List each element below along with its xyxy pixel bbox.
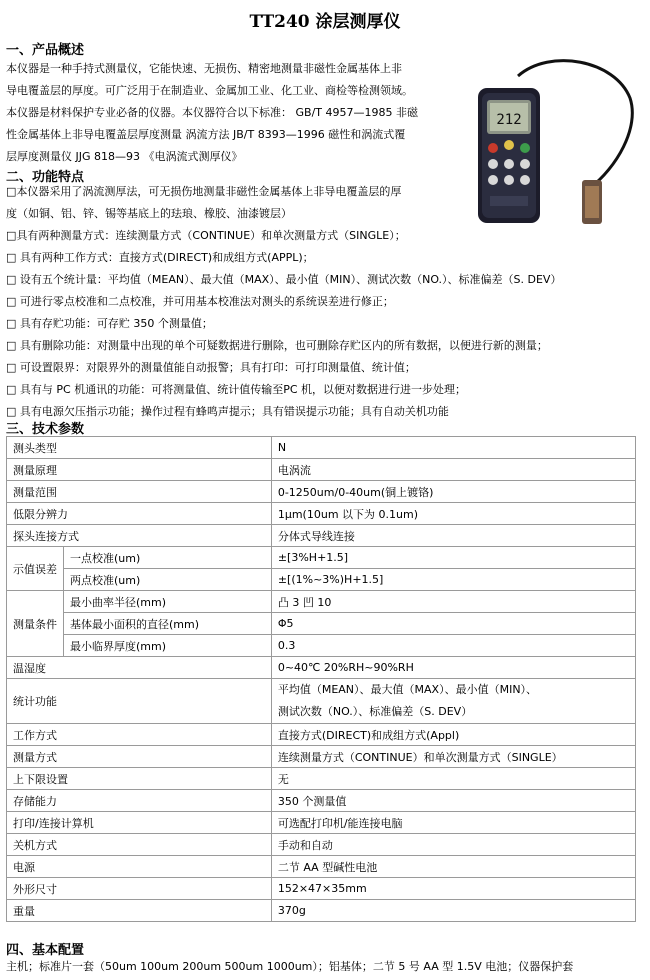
- section-heading-specs: 三、技术参数: [6, 422, 85, 437]
- table-row: [7, 878, 636, 900]
- table-row: [7, 459, 636, 481]
- spec-value: Φ5: [271, 613, 635, 635]
- spec-value: [271, 679, 635, 724]
- spec-value: 350 个测量值: [271, 790, 635, 812]
- spec-label: 打印/连接计算机: [7, 812, 272, 834]
- table-row: [7, 481, 636, 503]
- spec-label: 关机方式: [7, 834, 272, 856]
- spec-value: 370g: [271, 900, 635, 922]
- device-screen-reading: 212: [496, 112, 522, 128]
- spec-value: 152×47×35mm: [271, 878, 635, 900]
- spec-value: 直接方式(DIRECT)和成组方式(Appl): [271, 724, 635, 746]
- config-line: 主机；标准片一套（50um 100um 200um 500um 1000um）；铝基体；二节 5 号 AA 型 1.5V 电池；仪器保护套: [6, 960, 574, 973]
- overview-paragraph: [6, 58, 418, 168]
- spec-sublabel: 一点校准(um): [64, 547, 272, 569]
- table-row: [7, 768, 636, 790]
- table-row: [7, 591, 636, 613]
- feature-line: □ 具有与 PC 机通讯的功能：可将测量值、统计值传输至PC 机，以便对数据进行进一步处理；: [6, 383, 467, 396]
- section-heading-features: 二、功能特点: [6, 170, 85, 185]
- spec-table: [6, 436, 636, 922]
- overview-line: 本仪器是一种手持式测量仪，它能快速、无损伤、精密地测量非磁性金属基体上非: [6, 62, 402, 75]
- feature-line: □ 具有删除功能：对测量中出现的单个可疑数据进行删除，也可删除存贮区内的所有数据，以便进行新的测量；: [6, 339, 548, 352]
- spec-value-line: 平均值（MEAN）、最大值（MAX）、最小值（MIN）、: [277, 683, 538, 696]
- spec-value: 无: [271, 768, 635, 790]
- feature-line: □具有两种测量方式：连续测量方式（CONTINUE）和单次测量方式（SINGLE）；: [6, 229, 406, 242]
- table-row: [7, 900, 636, 922]
- spec-label: 统计功能: [7, 679, 272, 724]
- table-row: [7, 547, 636, 569]
- section-heading-config: 四、基本配置: [6, 943, 85, 958]
- page-title: TT240 涂层测厚仪: [249, 12, 401, 32]
- table-row: [7, 613, 636, 635]
- feature-line: □ 设有五个统计量：平均值（MEAN）、最大值（MAX）、最小值（MIN）、测试次数（NO.）、标准偏差（S. DEV）: [6, 273, 562, 286]
- feature-line: □ 具有电源欠压指示功能；操作过程有蜂鸣声提示；具有错误提示功能；具有自动关机功能: [6, 405, 449, 418]
- spec-value: N: [271, 437, 635, 459]
- overview-line: 性金属基体上非导电覆盖层厚度测量 涡流方法 JB/T 8393—1996 磁性和涡流式覆: [6, 128, 406, 141]
- overview-line: 本仪器是材料保护专业必备的仪器。本仪器符合以下标准： GB/T 4957—1985 非磁: [6, 106, 418, 119]
- spec-label: 外形尺寸: [7, 878, 272, 900]
- overview-line: 导电覆盖层的厚度。可广泛用于在制造业、金属加工业、化工业、商检等检测领域。: [6, 84, 413, 97]
- table-row: [7, 525, 636, 547]
- spec-value: 分体式导线连接: [271, 525, 635, 547]
- spec-value: 二节 AA 型碱性电池: [271, 856, 635, 878]
- spec-value: 1μm(10um 以下为 0.1um): [271, 503, 635, 525]
- spec-value: 0.3: [271, 635, 635, 657]
- spec-label: 测头类型: [7, 437, 272, 459]
- spec-group-label: 示值误差: [7, 547, 64, 591]
- spec-label: 电源: [7, 856, 272, 878]
- feature-line: □ 具有两种工作方式：直接方式(DIRECT)和成组方式(APPL)；: [6, 251, 314, 264]
- table-row: [7, 635, 636, 657]
- table-row: [7, 724, 636, 746]
- spec-value: 可选配打印机/能连接电脑: [271, 812, 635, 834]
- spec-label: 上下限设置: [7, 768, 272, 790]
- section-heading-overview: 一、产品概述: [6, 43, 85, 58]
- spec-value: 凸 3 凹 10: [271, 591, 635, 613]
- spec-label: 测量方式: [7, 746, 272, 768]
- spec-value: 电涡流: [271, 459, 635, 481]
- spec-value: ±[3%H+1.5]: [271, 547, 635, 569]
- spec-label: 测量范围: [7, 481, 272, 503]
- table-row: [7, 856, 636, 878]
- spec-label: 探头连接方式: [7, 525, 272, 547]
- spec-sublabel: 最小临界厚度(mm): [64, 635, 272, 657]
- spec-sublabel: 基体最小面积的直径(mm): [64, 613, 272, 635]
- spec-label: 存储能力: [7, 790, 272, 812]
- table-row: [7, 657, 636, 679]
- table-row: [7, 503, 636, 525]
- spec-label: 低限分辨力: [7, 503, 272, 525]
- spec-sublabel: 最小曲率半径(mm): [64, 591, 272, 613]
- features-list: [6, 181, 561, 423]
- feature-line: 度（如铜、铝、锌、锡等基底上的珐琅、橡胶、油漆镀层）: [6, 207, 292, 220]
- table-row: [7, 569, 636, 591]
- spec-value-line: 测试次数（NO.）、标准偏差（S. DEV）: [277, 705, 473, 718]
- table-row: [7, 679, 636, 724]
- feature-line: □本仪器采用了涡流测厚法，可无损伤地测量非磁性金属基体上非导电覆盖层的厚: [6, 185, 402, 198]
- spec-value: 连续测量方式（CONTINUE）和单次测量方式（SINGLE）: [271, 746, 635, 768]
- table-row: [7, 790, 636, 812]
- spec-label: 测量原理: [7, 459, 272, 481]
- feature-line: □ 可进行零点校准和二点校准，并可用基本校准法对测头的系统误差进行修正；: [6, 295, 394, 308]
- spec-group-label: 测量条件: [7, 591, 64, 657]
- spec-value: 手动和自动: [271, 834, 635, 856]
- spec-label: 重量: [7, 900, 272, 922]
- spec-sublabel: 两点校准(um): [64, 569, 272, 591]
- feature-line: □ 可设置限界：对限界外的测量值能自动报警；具有打印：可打印测量值、统计值；: [6, 361, 416, 374]
- table-row: [7, 834, 636, 856]
- table-row: [7, 437, 636, 459]
- overview-line: 层厚度测量仪 JJG 818—93 《电涡流式测厚仪》: [6, 150, 243, 163]
- spec-label: 工作方式: [7, 724, 272, 746]
- spec-value: 0~40℃ 20%RH~90%RH: [271, 657, 635, 679]
- spec-value: 0-1250um/0-40um(铜上镀铬): [271, 481, 635, 503]
- spec-label: 温湿度: [7, 657, 272, 679]
- table-row: [7, 812, 636, 834]
- spec-value: ±[(1%~3%)H+1.5]: [271, 569, 635, 591]
- table-row: [7, 746, 636, 768]
- feature-line: □ 具有存贮功能：可存贮 350 个测量值；: [6, 317, 213, 330]
